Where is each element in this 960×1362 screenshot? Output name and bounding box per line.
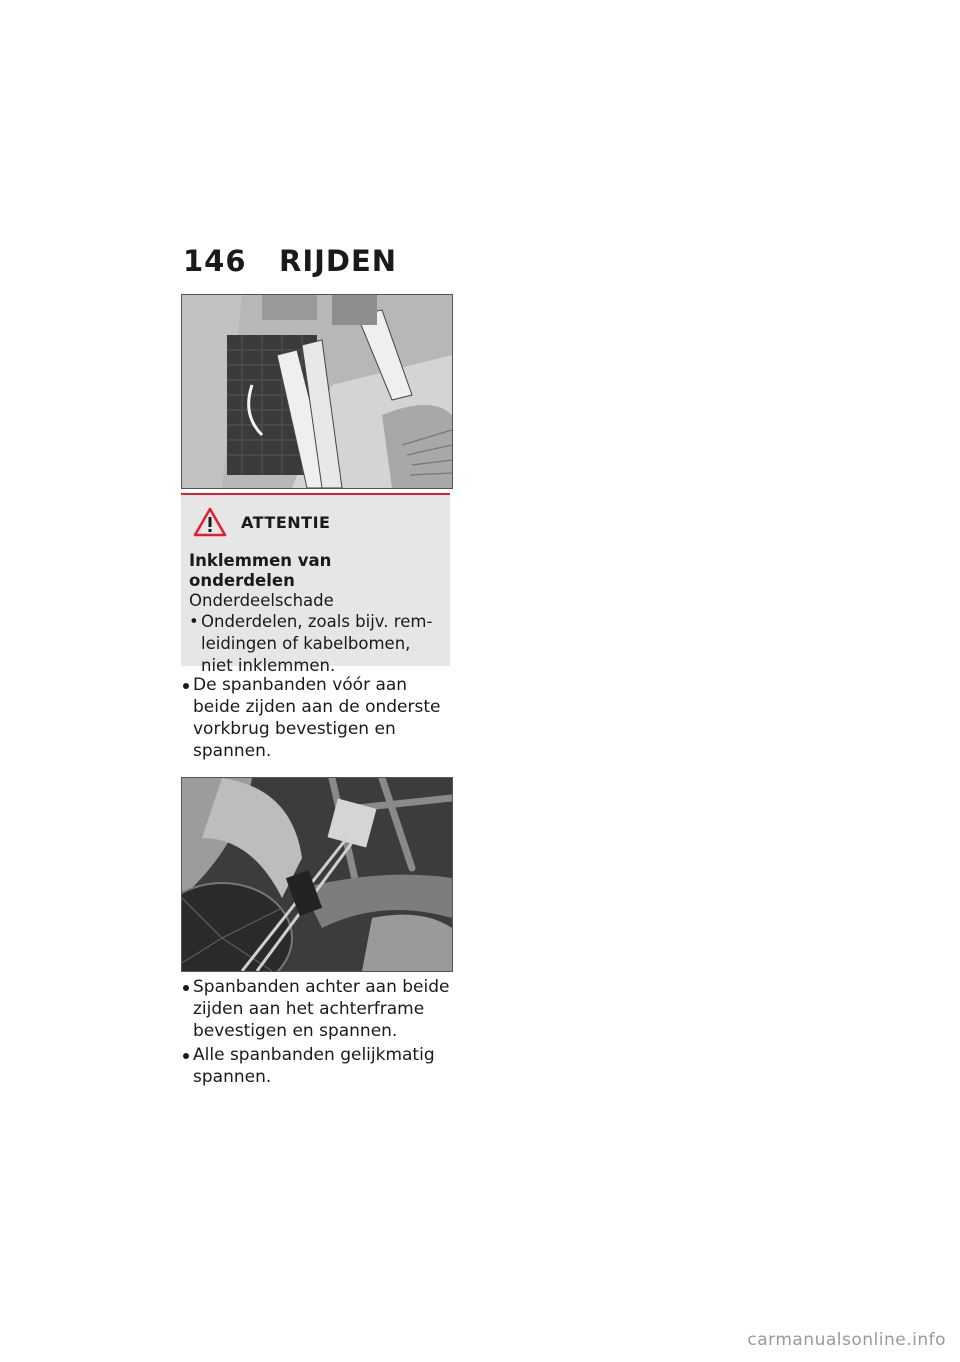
bullet-icon: • <box>189 612 199 631</box>
section-title: RIJDEN <box>279 244 398 278</box>
warning-subtitle: Onderdeelschade <box>189 591 334 610</box>
step-text: Alle spanbanden gelijkmatig spannen. <box>193 1045 435 1087</box>
warning-title: Inklemmen van onderdelen <box>189 551 332 590</box>
page-header <box>183 244 397 278</box>
step-text: Spanbanden achter aan beide zijden aan het achterframe bevestigen en spannen. <box>193 977 450 1041</box>
warning-label: ATTENTIE <box>241 512 331 532</box>
radiator-photo-icon <box>182 295 452 488</box>
watermark: carmanualsonline.info <box>747 1330 946 1350</box>
bullet-icon <box>183 674 193 762</box>
step-text: De spanbanden vóór aan beide zijden aan de onderste vorkbrug bevestigen en spannen. <box>193 675 441 761</box>
warning-item <box>189 611 442 677</box>
instruction-list-front <box>183 674 453 764</box>
warning-item-text: Onderdelen, zoals bijv. remleidingen of kabelbomen, niet inklemmen. <box>201 612 433 675</box>
list-item <box>183 976 453 1042</box>
rear-frame-photo-icon <box>182 778 452 971</box>
warning-box <box>181 493 450 675</box>
list-item <box>183 674 453 762</box>
page-number: 146 <box>183 244 247 278</box>
radiator-photo <box>181 294 453 489</box>
bullet-icon <box>183 1044 193 1088</box>
warning-triangle-icon <box>193 507 227 537</box>
warning-header <box>189 507 442 537</box>
list-item <box>183 1044 453 1088</box>
instruction-list-rear <box>183 976 453 1090</box>
bullet-icon <box>183 976 193 1042</box>
rear-frame-photo <box>181 777 453 972</box>
